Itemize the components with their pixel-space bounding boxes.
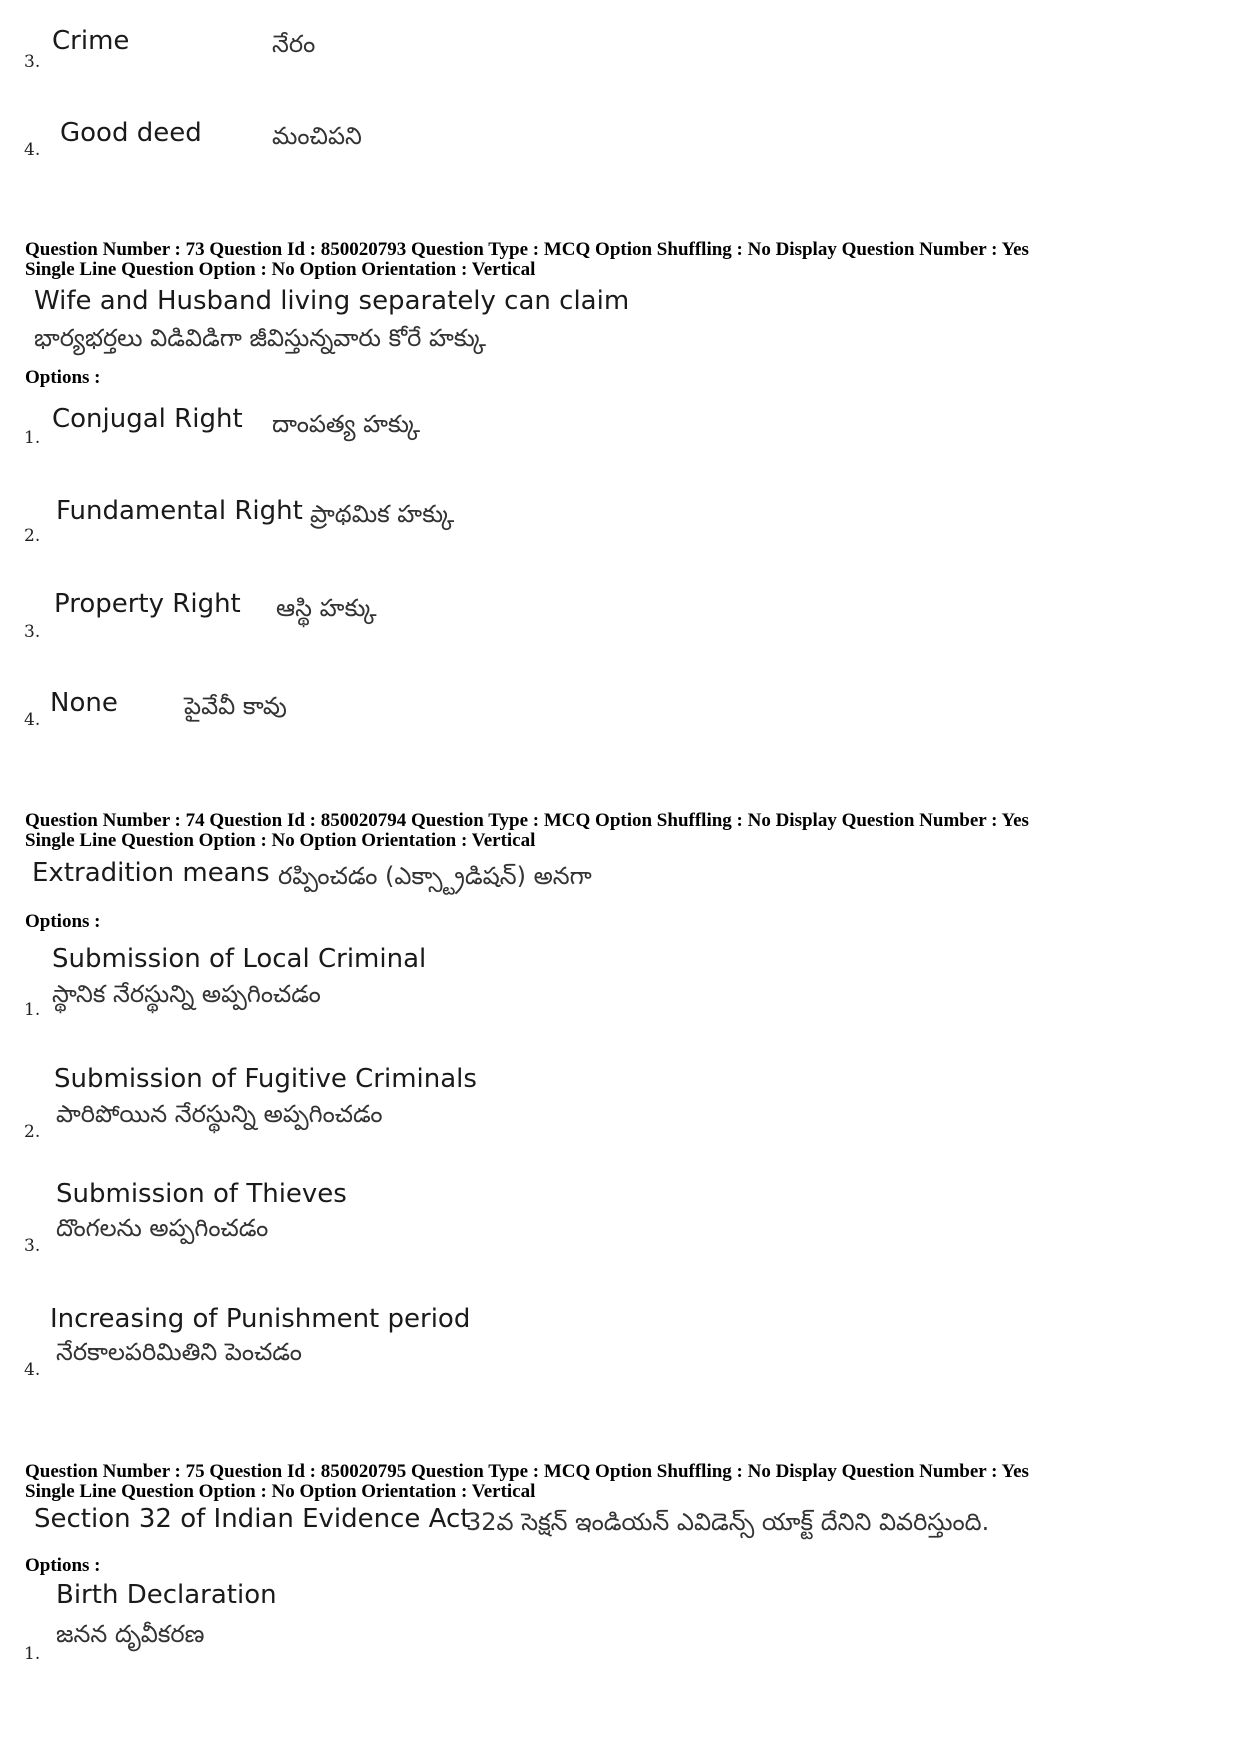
option-text-te: జనన దృవీకరణ <box>56 1620 205 1648</box>
question-text-en: Section 32 of Indian Evidence Act <box>34 1504 471 1534</box>
option-text-te: స్థానిక నేరస్థున్ని అప్పగించడం <box>52 980 321 1008</box>
option-text-en: Good deed <box>60 118 202 148</box>
option-text-te: ప్రాథమిక హక్కు <box>310 500 455 528</box>
question-meta-line2: Single Line Question Option : No Option Orientation : Vertical <box>25 830 536 851</box>
options-label: Options : <box>25 367 101 388</box>
option-text-en: Conjugal Right <box>52 404 243 434</box>
option-number: 1. <box>24 428 41 448</box>
option-text-en: Property Right <box>54 589 241 619</box>
question-meta-line1: Question Number : 75 Question Id : 850020795 Question Type : MCQ Option Shuffling : No Display Question Number : Yes <box>25 1461 1029 1482</box>
question-meta <box>25 240 1029 280</box>
question-meta-line1: Question Number : 74 Question Id : 850020794 Question Type : MCQ Option Shuffling : No Display Question Number : Yes <box>25 810 1029 831</box>
option-number: 3. <box>24 1236 41 1256</box>
option-number: 4. <box>24 710 41 730</box>
option-number: 3. <box>24 52 41 72</box>
option-text-te: దాంపత్య హక్కు <box>272 410 421 438</box>
option-text-en: Crime <box>52 26 130 56</box>
option-text-en: Fundamental Right <box>56 496 303 526</box>
options-label: Options : <box>25 911 101 932</box>
option-number: 4. <box>24 1360 41 1380</box>
question-meta-line2: Single Line Question Option : No Option Orientation : Vertical <box>25 259 536 280</box>
option-text-te: దొంగలను అప్పగించడం <box>56 1214 269 1242</box>
option-text-en: None <box>50 688 118 718</box>
option-number: 2. <box>24 526 41 546</box>
question-meta <box>25 811 1029 851</box>
option-number: 2. <box>24 1122 41 1142</box>
option-text-te: పారిపోయిన నేరస్థున్ని అప్పగించడం <box>56 1100 383 1128</box>
option-number: 3. <box>24 622 41 642</box>
options-label: Options : <box>25 1555 101 1576</box>
question-meta <box>25 1462 1029 1502</box>
option-text-te: నేరకాలపరిమితిని పెంచడం <box>56 1338 302 1366</box>
option-number: 1. <box>24 1000 41 1020</box>
option-text-te: పైవేవీ కావు <box>184 692 287 720</box>
option-text-te: మంచిపని <box>272 122 362 150</box>
question-text-te: 32వ సెక్షన్ ఇండియన్ ఎవిడెన్స్ యాక్ట్ దేనిని వివరిస్తుంది. <box>466 1508 990 1536</box>
option-text-en: Submission of Thieves <box>56 1179 347 1209</box>
option-text-en: Birth Declaration <box>56 1580 277 1610</box>
question-text-te: భార్యభర్తలు విడివిడిగా జీవిస్తున్నవారు కోరే హక్కు <box>34 324 486 352</box>
option-text-te: నేరం <box>272 30 316 58</box>
option-number: 1. <box>24 1644 41 1664</box>
question-text-te: రప్పించడం (ఎక్స్ట్రాడిషన్) అనగా <box>278 862 592 890</box>
option-text-en: Submission of Local Criminal <box>52 944 427 974</box>
option-text-en: Increasing of Punishment period <box>50 1304 471 1334</box>
option-number: 4. <box>24 140 41 160</box>
question-text-en: Wife and Husband living separately can claim <box>34 286 630 316</box>
question-meta-line1: Question Number : 73 Question Id : 850020793 Question Type : MCQ Option Shuffling : No Display Question Number : Yes <box>25 239 1029 260</box>
question-meta-line2: Single Line Question Option : No Option Orientation : Vertical <box>25 1481 536 1502</box>
option-text-en: Submission of Fugitive Criminals <box>54 1064 477 1094</box>
option-text-te: ఆస్థి హక్కు <box>276 594 377 622</box>
question-text-en: Extradition means <box>32 858 270 888</box>
